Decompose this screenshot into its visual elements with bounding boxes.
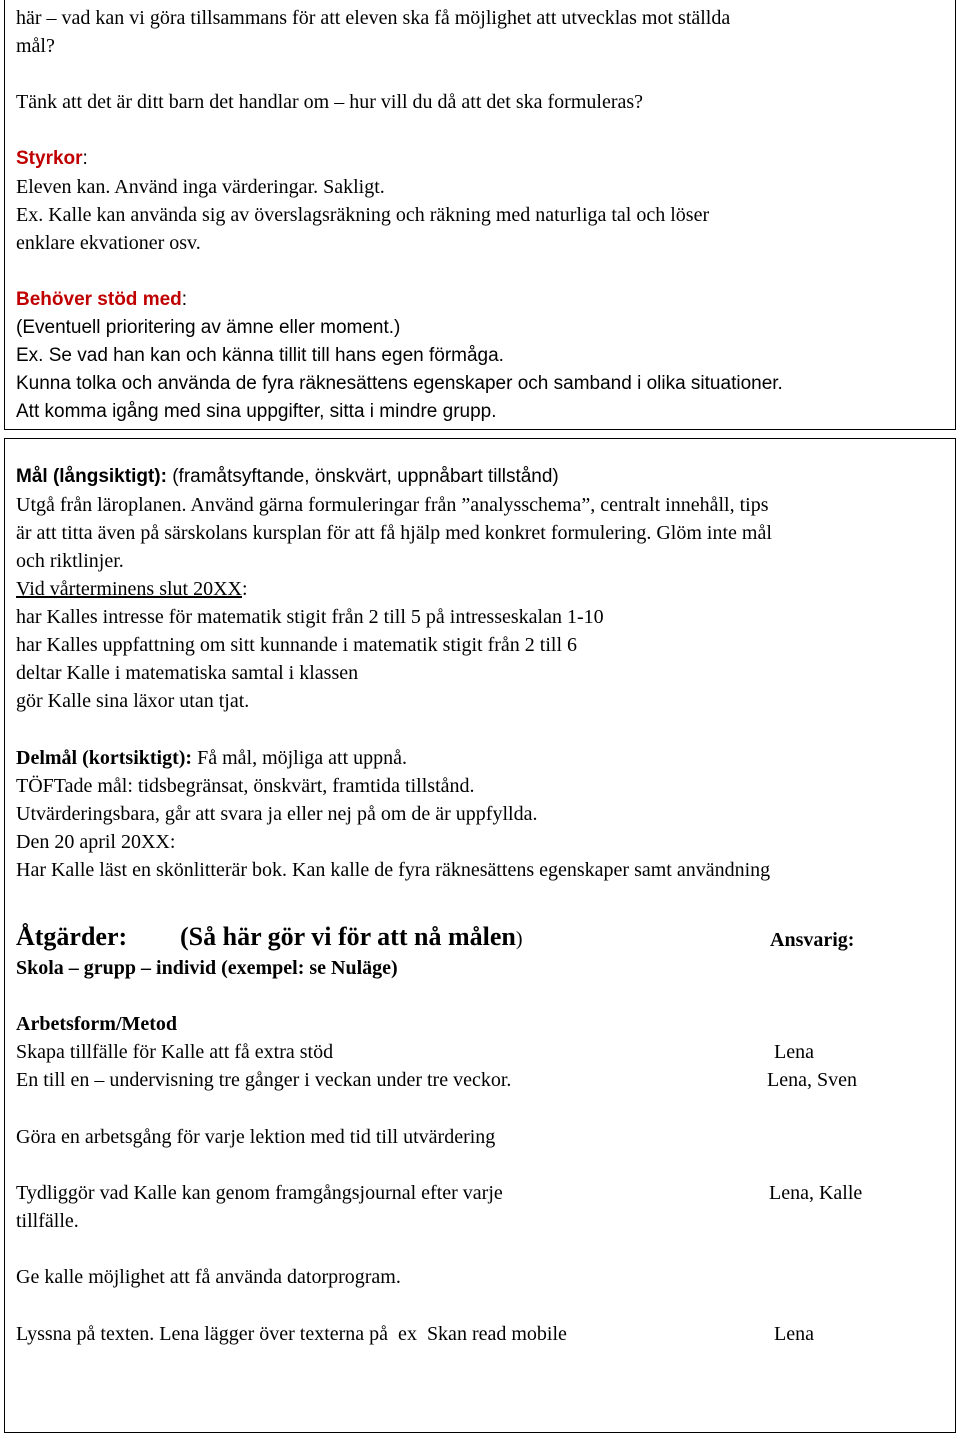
responsible-header: Ansvarig:: [770, 929, 855, 951]
action-item-4-cont: tillfälle.: [16, 1210, 79, 1232]
action-item-6: Lyssna på texten. Lena lägger över texterna på ex Skan read mobile: [16, 1323, 567, 1345]
stod-line-1: (Eventuell prioritering av ämne eller moment.): [16, 317, 401, 338]
intro-line-3: Tänk att det är ditt barn det handlar om – hur vill du då att det ska formuleras?: [16, 91, 644, 113]
delmal-heading: [16, 744, 407, 772]
action-item-2: En till en – undervisning tre gånger i veckan under tre veckor.: [16, 1069, 512, 1091]
mal-heading-label: Mål (långsiktigt):: [16, 466, 167, 487]
intro-line-1: här – vad kan vi göra tillsammans för att eleven ska få möjlighet att utvecklas mot ställda: [16, 7, 731, 29]
mal-period: [16, 575, 248, 603]
stod-heading-label: Behöver stöd med: [16, 289, 182, 310]
stod-line-3: Kunna tolka och använda de fyra räknesättens egenskaper och samband i olika situationer.: [16, 373, 783, 394]
mal-goal-4: gör Kalle sina läxor utan tjat.: [16, 690, 250, 712]
action-responsible-4: Lena, Kalle: [769, 1182, 863, 1204]
styrkor-line-2: Ex. Kalle kan använda sig av överslagsräkning och räkning med naturliga tal och löser: [16, 204, 710, 226]
action-item-4: Tydliggör vad Kalle kan genom framgångsjournal efter varje: [16, 1182, 503, 1204]
atgarder-subtitle-text: (Så här gör vi för att nå målen: [180, 922, 516, 951]
action-responsible-6: Lena: [774, 1323, 814, 1345]
mal-line-2: är att titta även på särskolans kursplan för att få hjälp med konkret formulering. Glöm inte mål: [16, 522, 772, 544]
stod-line-4: Att komma igång med sina uppgifter, sitta i mindre grupp.: [16, 401, 497, 422]
mal-period-label: Vid vårterminens slut 20XX: [16, 578, 242, 600]
styrkor-heading: [16, 145, 88, 173]
atgarder-subtitle: [180, 920, 523, 956]
styrkor-line-3: enklare ekvationer osv.: [16, 232, 201, 254]
stod-colon: :: [181, 289, 188, 310]
styrkor-colon: :: [82, 148, 88, 169]
mal-subtitle: (framåtsyftande, önskvärt, uppnåbart tillstånd): [166, 466, 559, 487]
mal-line-1: Utgå från läroplanen. Använd gärna formuleringar från ”analysschema”, centralt innehåll, tips: [16, 494, 769, 516]
mal-period-colon: :: [242, 578, 248, 600]
styrkor-heading-label: Styrkor: [16, 148, 83, 169]
mal-goal-2: har Kalles uppfattning om sitt kunnande i matematik stigit från 2 till 6: [16, 634, 578, 656]
atgarder-scope: Skola – grupp – individ (exempel: se Nuläge): [16, 957, 398, 979]
mal-goal-3: deltar Kalle i matematiska samtal i klassen: [16, 662, 359, 684]
action-item-1: Skapa tillfälle för Kalle att få extra stöd: [16, 1041, 334, 1063]
stod-heading: [16, 286, 187, 314]
action-item-3: Göra en arbetsgång för varje lektion med tid till utvärdering: [16, 1126, 496, 1148]
delmal-subtitle: Få mål, möjliga att uppnå.: [192, 747, 408, 769]
action-responsible-1: Lena: [774, 1041, 814, 1063]
mal-line-3: och riktlinjer.: [16, 550, 124, 572]
atgarder-subtitle-end: ): [515, 928, 523, 950]
delmal-line-2: Utvärderingsbara, går att svara ja eller nej på om de är uppfyllda.: [16, 803, 538, 825]
intro-line-2: mål?: [16, 35, 55, 57]
method-header: Arbetsform/Metod: [16, 1013, 178, 1035]
action-responsible-2: Lena, Sven: [767, 1069, 857, 1091]
stod-line-2: Ex. Se vad han kan och känna tillit till hans egen förmåga.: [16, 345, 504, 366]
delmal-line-1: TÖFTade mål: tidsbegränsat, önskvärt, framtida tillstånd.: [16, 775, 475, 797]
mal-goal-1: har Kalles intresse för matematik stigit från 2 till 5 på intresseskalan 1-10: [16, 606, 604, 628]
delmal-line-4: Har Kalle läst en skönlitterär bok. Kan kalle de fyra räknesättens egenskaper samt användning: [16, 859, 771, 881]
mal-heading: [16, 463, 559, 491]
atgarder-title: Åtgärder:: [16, 922, 128, 951]
delmal-line-3: Den 20 april 20XX:: [16, 831, 176, 853]
action-item-5: Ge kalle möjlighet att få använda datorprogram.: [16, 1266, 401, 1288]
delmal-heading-label: Delmål (kortsiktigt):: [16, 747, 193, 769]
styrkor-line-1: Eleven kan. Använd inga värderingar. Sakligt.: [16, 176, 385, 198]
